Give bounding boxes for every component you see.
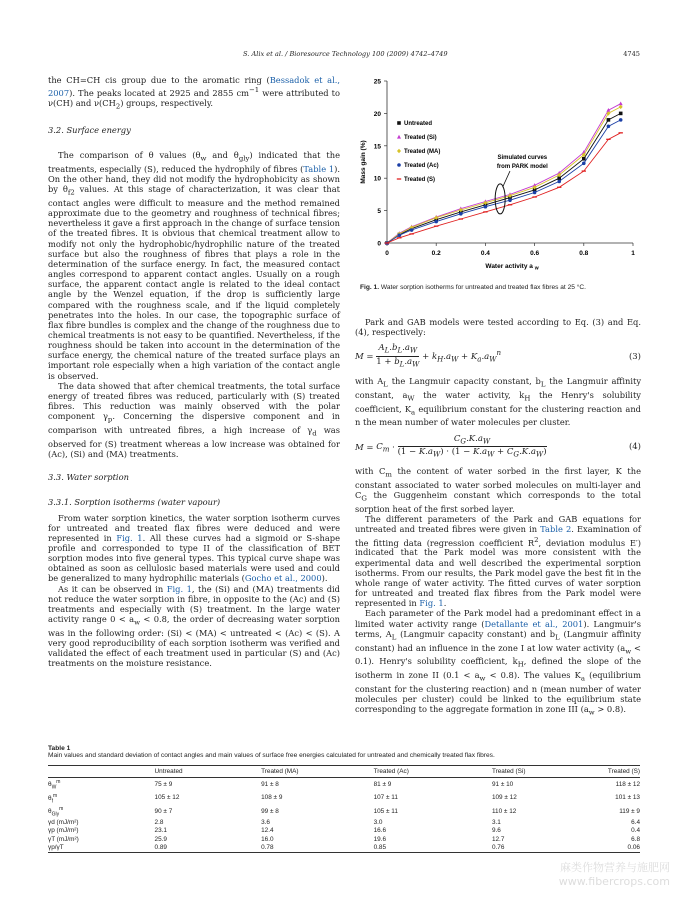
table-row	[48, 819, 640, 827]
data-point	[533, 191, 537, 195]
table-header-cell	[48, 766, 155, 778]
citation-link[interactable]: Bessadok et al., 2007	[48, 75, 340, 98]
table-header-row	[48, 766, 640, 778]
table-cell: γp/γT	[48, 844, 155, 853]
table-cell: 16.0	[261, 835, 274, 843]
x-tick-label: 0.4	[480, 250, 490, 257]
legend-label: Treated (MA)	[404, 149, 441, 155]
x-tick-label: 0	[385, 250, 389, 257]
table-cell: 110 ± 12	[491, 808, 517, 816]
equation-number: (3)	[628, 351, 641, 362]
table-cell: 0.85	[374, 844, 492, 853]
table-link[interactable]: Table 2	[540, 524, 572, 535]
table-cell: 3.0	[373, 819, 383, 827]
table-cell: 0.06	[604, 844, 640, 853]
table-cell: 108 ± 9	[261, 794, 283, 802]
table-cell: 118 ± 12	[615, 780, 640, 788]
table-cell: 99 ± 8	[261, 808, 279, 816]
table-cell: 9.6	[491, 827, 501, 835]
y-tick-label: 20	[373, 110, 381, 118]
table-cell: 3.1	[491, 819, 501, 827]
table-cell: 2.8	[154, 819, 164, 827]
data-point	[619, 118, 623, 122]
table-cell: 23.1	[154, 827, 167, 835]
citation-link[interactable]: Detallante et al., 2001	[484, 618, 584, 629]
paragraph: with $A_L$ the Langmuir capacity constant, $b_L$ the Langmuir affinity constant, $a_W$ the water activity, $k_H$ the Henry's solubility coefficient, $K_a$ equilibrium constant for the clustering reaction and n the mean number of water molecules per cluster.	[355, 376, 642, 428]
table-cell: $\theta_{Gly}^m$	[48, 806, 64, 818]
table-header-cell: Treated (Ac)	[374, 766, 492, 778]
data-point	[619, 101, 623, 105]
y-tick-label: 25	[373, 78, 381, 86]
legend-marker	[397, 121, 401, 125]
y-tick-label: 5	[377, 208, 381, 216]
table-cell: 3.6	[261, 819, 270, 827]
table-header-cell: Treated (Si)	[492, 766, 604, 778]
figure-1	[355, 75, 641, 305]
data-point	[459, 212, 463, 216]
subsection-heading: 3.3.1. Sorption isotherms (water vapour)	[48, 497, 221, 508]
table-cell: 75 ± 9	[154, 780, 173, 788]
annotation-text: Simulated curves	[497, 155, 548, 161]
x-axis-label: Water activity a $_w$	[485, 263, 539, 272]
table-cell: γd (mJ/m²)	[48, 819, 79, 827]
data-point	[398, 233, 402, 237]
table-row	[48, 792, 640, 806]
sorption-chart	[355, 75, 641, 285]
table-cell: 0.78	[261, 844, 373, 853]
paragraph: with $C_m$ the content of water sorbed in the first layer, K the constant associated to water sorbed molecules on multi-layer and $C_G$ the Guggenheim constant which corresponds to the total sorption heat of the first sorbed layer.	[355, 466, 641, 515]
y-tick-label: 10	[373, 175, 381, 183]
x-tick-label: 0.8	[579, 250, 589, 257]
table-cell: 12.7	[491, 835, 505, 843]
data-point	[582, 157, 586, 161]
table-cell: γT (mJ/m²)	[48, 835, 79, 843]
table-row	[48, 805, 640, 819]
table-1	[48, 745, 640, 853]
data-point	[607, 118, 611, 122]
section-heading: 3.2. Surface energy	[48, 124, 131, 135]
table-header-cell: Untreated	[155, 766, 262, 778]
paragraph: The comparison of θ values ($\theta_w$ and $\theta_{gly}$) indicated that the treatments, especially (S), reduced the hydrophily of fibres (Table 1). On the other hand, they did not modify the hydrophobicity as shown by $\theta_{f2}$ values. At this stage of characterization, it was clear that contact angles were difficult to measure and the method remained approximate due to the geometry and roughness of technical fibres; nevertheless it gave a first approach in the change of surface tension of the treated fibres. It is obvious that chemical treatment allow to modify not only the hydrophobic/hydrophilic nature of the treated surface but also the roughness of fibres that plays a role in the determination of the surface energy. In fact, the measured contact angles correspond to apparent contact angles. Usually on a rough surface, the apparent contact angle is related to the ideal contact angle by the Wenzel equation, if the drop is sufficiently large compared with the roughness scale, and if the liquid completely penetrates into the holes. In our case, the topographic surface of flax fibre bundles is complex and the change of the roughness due to chemical treatments is not easy to be quantified. Nevertheless, if the roughness should be taken into account in the determination of the surface energy, the chemical nature of the treated surface plays an important role especially when a high variation of the contact angle is observed.	[48, 150, 340, 381]
table-link[interactable]: Table 1	[303, 163, 335, 174]
x-tick-label: 0.2	[431, 250, 441, 257]
table-cell: γp (mJ/m²)	[48, 827, 79, 835]
equation-3: M = $\frac{A_L.b_L.a_W}{1 + b_L.a_W}$ + $k_H.a_W + K_a.a_W^n$ (3)	[355, 343, 641, 369]
data-point	[410, 228, 414, 232]
table-cell: 0.89	[155, 844, 262, 853]
watermark: 麻类作物营养与施肥网 www.fibercrops.com	[558, 861, 670, 888]
table-cell: 105 ± 11	[373, 808, 398, 816]
table-row	[48, 827, 640, 835]
data-point	[619, 105, 623, 109]
y-axis-label: Mass gain (%)	[360, 140, 367, 184]
table-caption: Main values and standard deviation of contact angles and main values of surface free energies calculated for untreated and chemically treated flax fibres.	[48, 752, 495, 759]
table-title: Table 1	[48, 745, 71, 752]
table-cell: 0.76	[492, 844, 604, 853]
legend-label: Treated (Ac)	[404, 163, 439, 169]
legend-marker	[397, 135, 401, 139]
x-tick-label: 0.6	[530, 250, 540, 257]
paragraph: the CH=CH cis group due to the aromatic ring (Bessadok et al., 2007). The peaks located at 2925 and 2855 $cm^{-1}$ were attributed to ν(CH) and $\nu(CH_2)$ groups, respectively.	[48, 75, 340, 111]
table-cell: 19.6	[373, 835, 387, 843]
table-cell: 109 ± 12	[491, 794, 517, 802]
legend-label: Treated (Si)	[404, 135, 437, 141]
equation-4: $M = C_m$ · $\frac{C_G.K.a_W}{(1 - K.a_W) \cdot (1 - K.a_W + C_G.K.a_W)}$ (4)	[355, 433, 641, 460]
table-cell: 0.4	[631, 827, 640, 835]
paragraph: As it can be observed in Fig. 1, the (Si) and (MA) treatments did not reduce the water sorption in fibre, in opposite to the (Ac) and (S) treatments and especially with (S) treatment. In the large water activity range $0 < a_w < 0.8$, the order of decreasing water sorption was in the following order: (Si) < (MA) < untreated < (Ac) < (S). A very good reproducibility of each sorption isotherm was verified and validated the effect of each treatment used in particular (S) and (Ac) treatments on the moisture resistance.	[48, 583, 340, 669]
table-cell: 16.6	[373, 827, 387, 835]
paragraph: The data showed that after chemical treatments, the total surface energy of treated fibres was reduced, particularly with (S) treated fibres. This reduction was mainly observed with the polar component $\gamma_p$. Concerning the dispersive component and in comparison with untreated fibres, a high increase of $\gamma_d$ was observed for (S) treatment whereas a low increase was obtained for (Ac), (Si) and (MA) treatments.	[48, 380, 340, 460]
citation-link[interactable]: Gocho et al., 2000	[244, 573, 322, 584]
left-column	[48, 75, 340, 669]
table-cell: 107 ± 11	[373, 794, 398, 802]
paragraph: From water sorption kinetics, the water sorption isotherm curves for untreated and treated flax fibres were deduced and were represented in Fig. 1. All these curves had a sigmoid or S-shape profile and corresponded to type II of the classification of BET sorption modes into five general types. This typical curve shape was obtained as soon as cellulosic based materials were used and could be generalized to many hydrophilic materials (Gocho et al., 2000).	[48, 512, 340, 584]
legend-label: Treated (S)	[404, 177, 436, 183]
figure-link[interactable]: Fig. 1	[419, 598, 444, 609]
data-table	[48, 765, 640, 853]
legend-label: Untreated	[404, 121, 433, 127]
data-point	[582, 161, 586, 165]
paragraph: The different parameters of the Park and GAB equations for untreated and treated fibres were given in Table 2. Examination of the fitting data (regression coefficient $R^2$, deviation modulus E′) indicated that the Park model was more consistent with the experimental data and well described the experimental sorption isotherms. From our results, the Park model gave the best fit in the whole range of water activity. The fitted curves of water sorption for untreated and treated flax fibres from the Park model were represented in Fig. 1.	[355, 514, 641, 609]
table-cell: 25.9	[154, 835, 167, 843]
annotation-text: from PARK model	[496, 164, 548, 170]
figure-caption: Fig. 1. Water sorption isotherms for untreated and treated flax fibres at 25 °C.	[360, 284, 586, 291]
data-point	[484, 205, 488, 209]
y-tick-label: 15	[373, 143, 381, 151]
x-tick-label: 1	[631, 250, 635, 257]
data-point	[557, 180, 561, 184]
equation-number: (4)	[628, 441, 641, 452]
table-cell: 81 ± 9	[373, 780, 392, 788]
right-column	[355, 317, 641, 718]
table-cell: $\theta_f^m$	[48, 792, 58, 805]
table-cell: 119 ± 9	[619, 808, 640, 816]
page-number: 4745	[623, 50, 640, 58]
annotation-pointer	[503, 171, 510, 187]
data-point	[619, 112, 623, 116]
table-cell: 6.4	[631, 819, 640, 827]
table-cell: 91 ± 10	[491, 780, 514, 788]
data-point	[434, 220, 438, 224]
table-cell: 90 ± 7	[154, 808, 173, 816]
table-cell: 12.4	[261, 827, 274, 835]
legend-marker	[397, 163, 401, 167]
paragraph: Park and GAB models were tested according to Eq. (3) and Eq. (4), respectively:	[355, 317, 641, 338]
paragraph: Each parameter of the Park model had a predominant effect in a limited water activity range (Detallante et al., 2001). Langmuir's terms, $A_L$ (Langmuir capacity constant) and $b_L$ (Langmuir affinity constant) had an influence in the zone I at low water activity $(a_w < 0.1)$. Henry's solubility coefficient, $k_H$, defined the slope of the isotherm in zone II $(0.1 < a_w < 0.8)$. The values $K_a$ (equilibrium constant for the clustering reaction) and n (mean number of water molecules per cluster) could be linked to the equilibrium state corresponding to the aggregate formation in zone III $(a_w > 0.8)$.	[355, 608, 642, 717]
table-header-cell: Treated (S)	[604, 766, 640, 778]
table-cell: 91 ± 8	[261, 780, 279, 788]
table-cell: $\theta_W^m$	[48, 779, 61, 791]
table-cell: 105 ± 12	[154, 794, 180, 802]
legend-marker	[397, 149, 401, 153]
figure-link[interactable]: Fig. 1	[166, 583, 192, 594]
y-tick-label: 0	[377, 240, 381, 248]
table-cell: 6.8	[631, 835, 640, 843]
table-row	[48, 778, 640, 792]
section-heading: 3.3. Water sorption	[48, 472, 129, 483]
journal-citation: S. Alix et al. / Bioresource Technology 100 (2009) 4742–4749	[243, 50, 448, 58]
data-point	[607, 125, 611, 129]
table-header-cell: Treated (MA)	[261, 766, 373, 778]
table-cell: 101 ± 13	[615, 794, 640, 802]
table-row	[48, 836, 640, 844]
data-point	[508, 198, 512, 202]
table-row	[48, 844, 640, 853]
figure-link[interactable]: Fig. 1	[116, 532, 143, 543]
